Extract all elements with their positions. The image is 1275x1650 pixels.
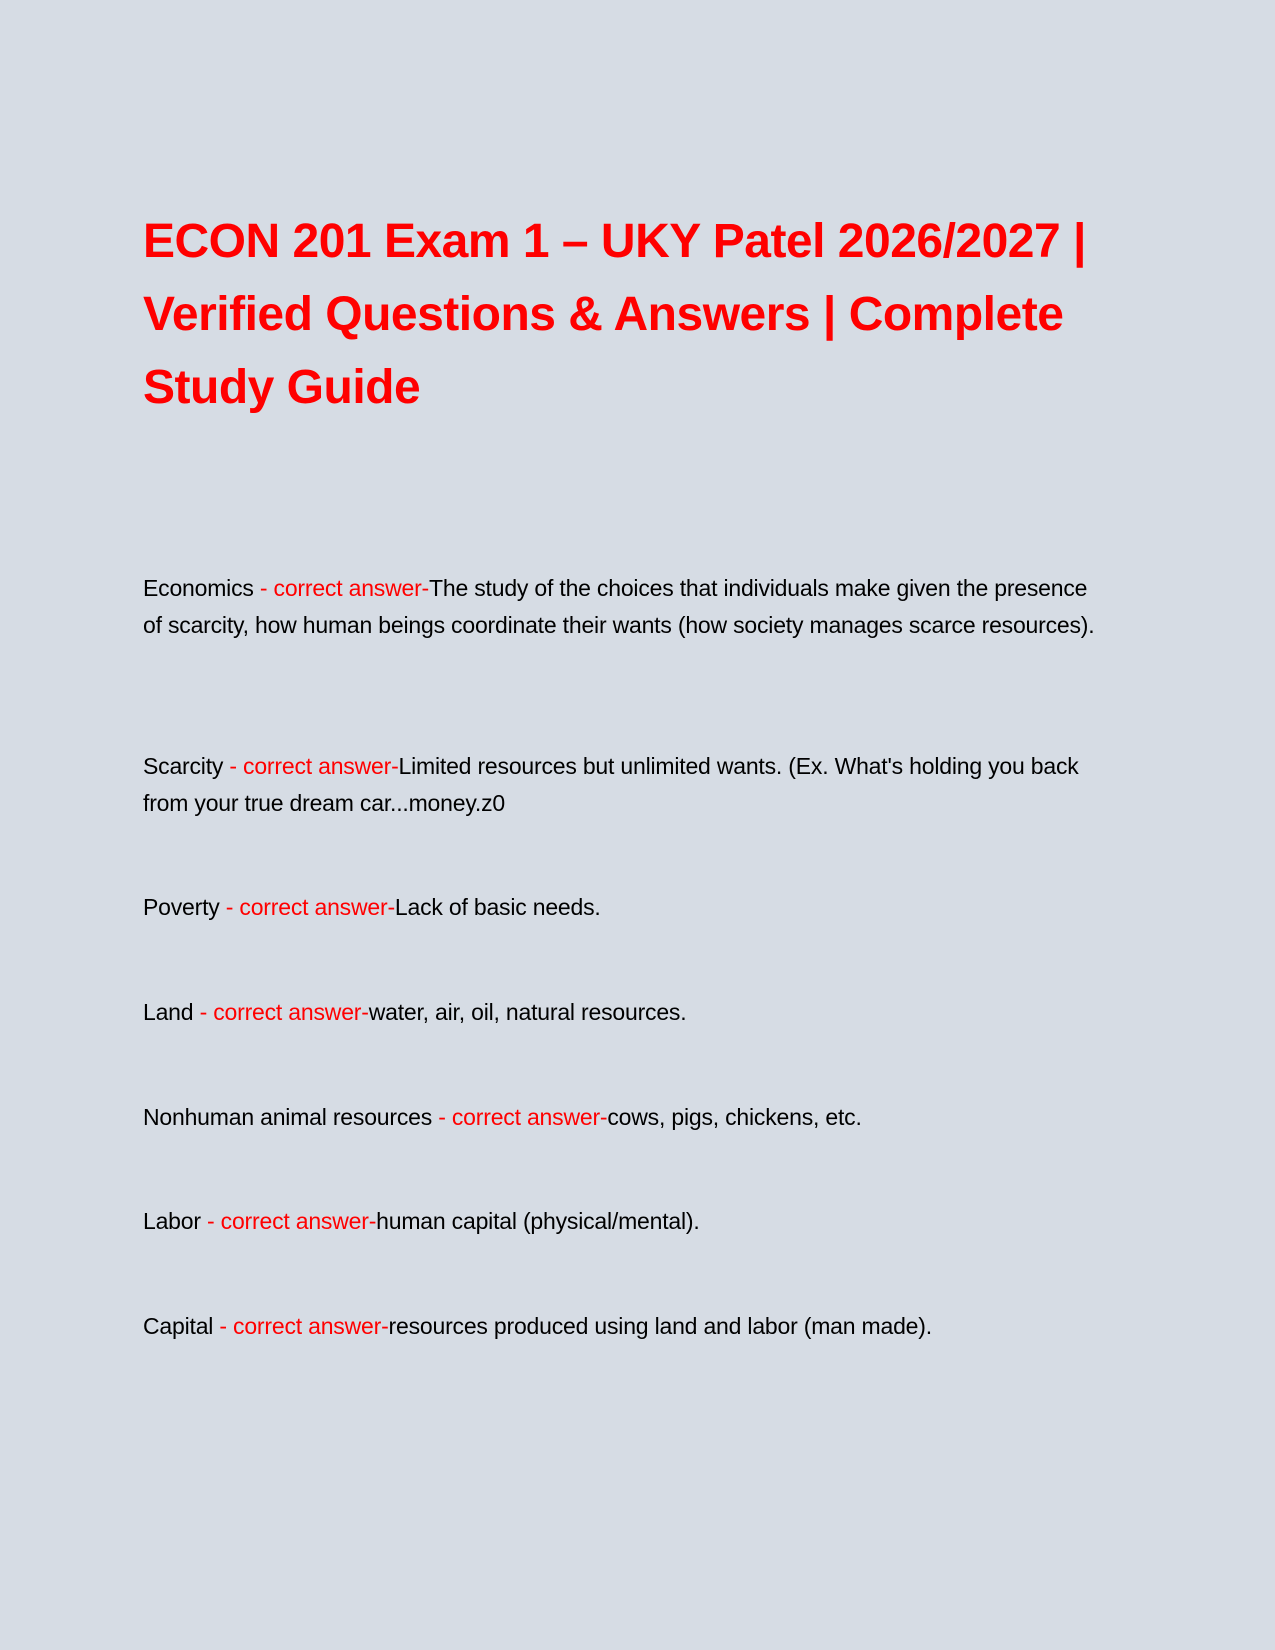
entry-definition: human capital (physical/mental). bbox=[376, 1208, 700, 1234]
qa-entry-land bbox=[143, 994, 1103, 1031]
document-title: ECON 201 Exam 1 – UKY Patel 2026/2027 | Verified Questions & Answers | Complete Study Guide bbox=[143, 215, 1086, 414]
entry-term: Capital bbox=[143, 1313, 214, 1339]
qa-entry-poverty bbox=[143, 889, 1103, 926]
qa-entry-capital bbox=[143, 1308, 1103, 1345]
qa-entry-labor bbox=[143, 1203, 1103, 1240]
entry-definition: resources produced using land and labor (man made). bbox=[388, 1313, 932, 1339]
entry-separator: - correct answer- bbox=[200, 1208, 377, 1234]
entry-separator: - correct answer- bbox=[223, 753, 399, 779]
entry-term: Poverty bbox=[143, 894, 220, 920]
entry-definition: The study of the choices that individuals make given the presence of scarcity, how human beings coordinate their wants (how society manages scarce resources). bbox=[143, 575, 1095, 638]
entry-separator: - correct answer- bbox=[219, 894, 395, 920]
entry-definition: Lack of basic needs. bbox=[394, 894, 601, 920]
entry-term: Land bbox=[143, 999, 194, 1025]
entry-separator: - correct answer- bbox=[253, 575, 430, 601]
qa-entry-nonhuman-animal-resources bbox=[143, 1099, 1103, 1136]
entry-definition: water, air, oil, natural resources. bbox=[368, 999, 687, 1025]
entry-separator: - correct answer- bbox=[213, 1313, 389, 1339]
entry-separator: - correct answer- bbox=[432, 1104, 608, 1130]
entry-term: Nonhuman animal resources bbox=[143, 1104, 433, 1130]
entry-term: Scarcity bbox=[143, 753, 224, 779]
entry-definition: Limited resources but unlimited wants. (Ex. What's holding you back from your true dream car...money.z0 bbox=[143, 753, 1079, 816]
entry-separator: - correct answer- bbox=[193, 999, 369, 1025]
entry-term: Labor bbox=[143, 1208, 201, 1234]
qa-entry-scarcity bbox=[143, 748, 1103, 822]
entry-term: Economics bbox=[143, 575, 254, 601]
qa-entry-economics bbox=[143, 570, 1103, 644]
entry-definition: cows, pigs, chickens, etc. bbox=[607, 1104, 862, 1130]
